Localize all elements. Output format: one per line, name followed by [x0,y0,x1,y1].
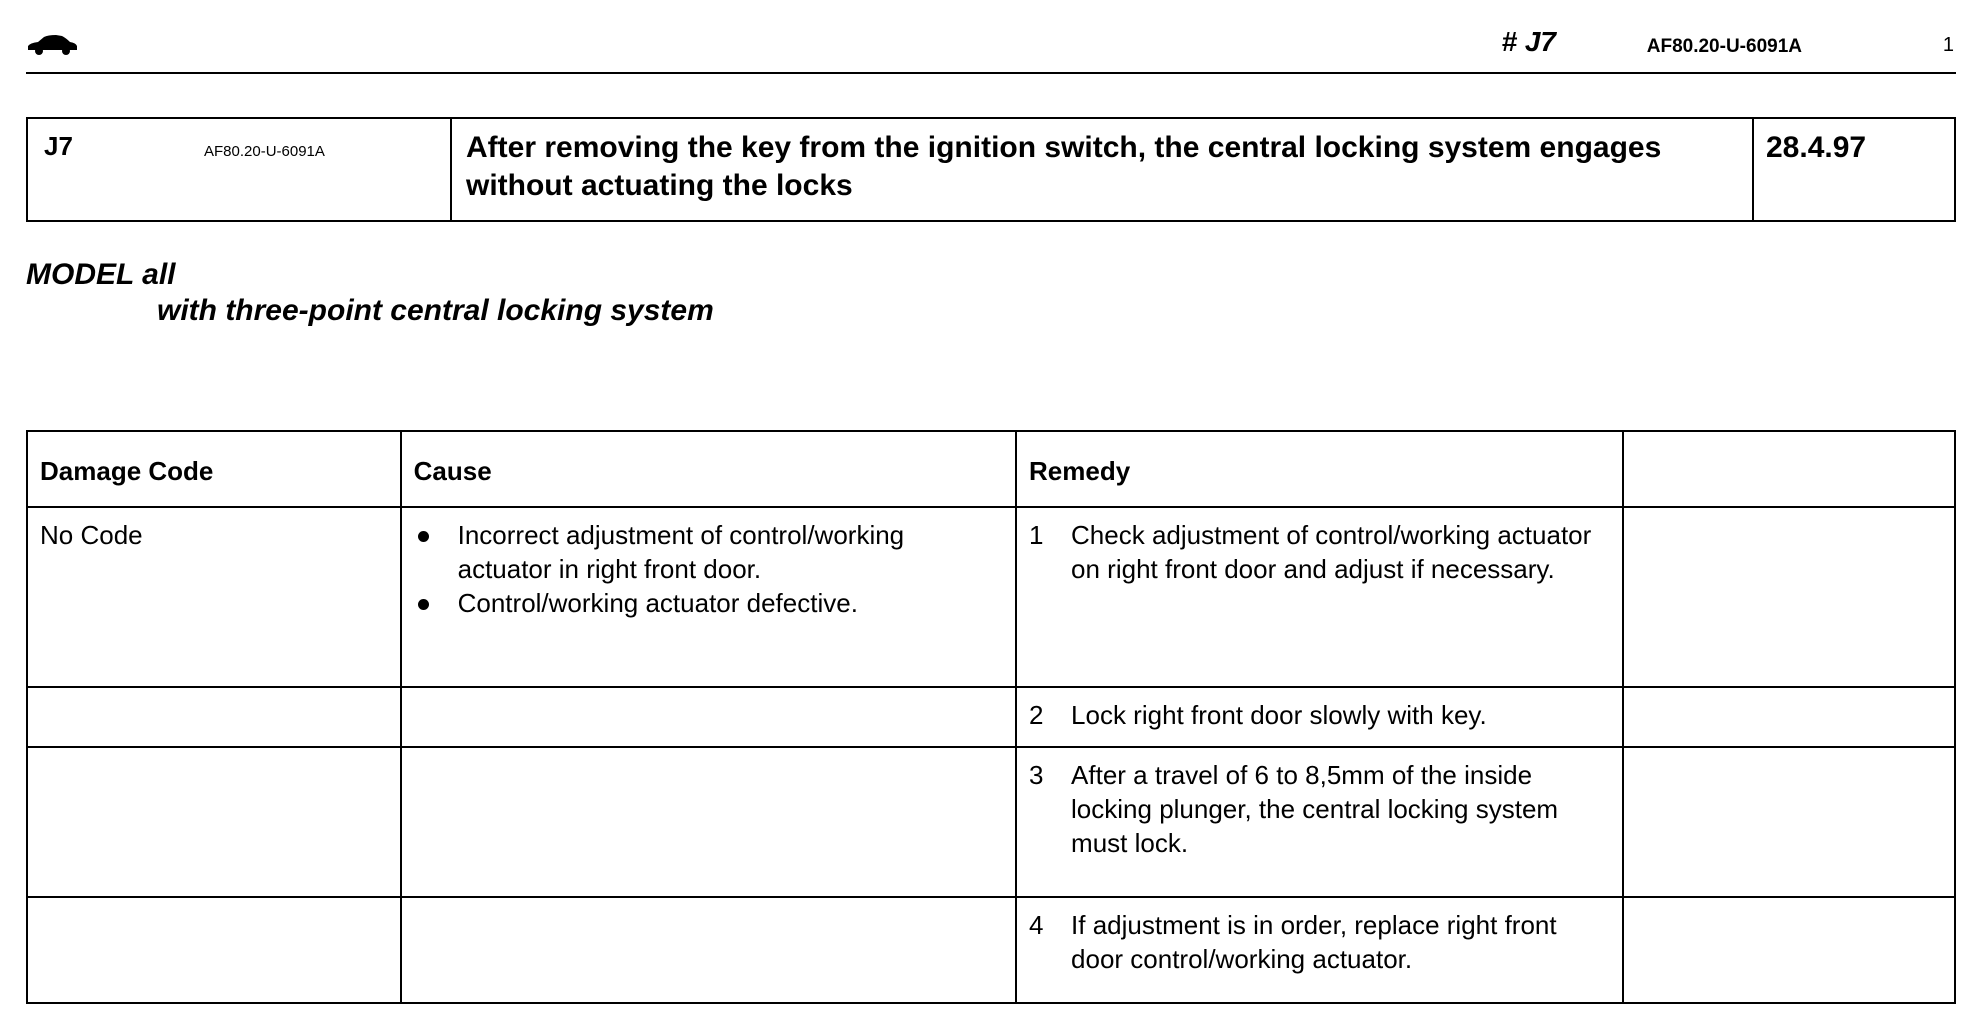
header-code: # J7 [1501,26,1556,57]
damage-code-cell [27,747,401,897]
header-damage-code: Damage Code [27,431,401,507]
step-text: Check adjustment of control/working actuator on right front door and adjust if necessary. [1071,520,1592,584]
cause-list [414,518,1003,620]
title-doc-number: AF80.20-U-6091A [204,143,325,160]
title-code: J7 [44,131,73,161]
remedy-cell [1016,747,1623,897]
title-code-cell [28,119,452,220]
cause-item: Incorrect adjustment of control/working actuator in right front door. [414,518,1003,586]
model-subtitle: with three-point central locking system [157,294,714,327]
remedy-cell [1016,897,1623,1003]
table-row [27,747,1955,897]
table-header-row [27,431,1955,507]
remedy-cell [1016,507,1623,687]
remedy-step [1029,518,1610,586]
cause-item: Control/working actuator defective. [414,586,1003,620]
cause-cell [401,507,1016,687]
cause-cell [401,897,1016,1003]
step-number: 2 [1029,700,1044,730]
step-number: 4 [1029,910,1044,940]
damage-code-cell [27,687,401,747]
document-date: 28.4.97 [1766,131,1867,164]
damage-code-cell: No Code [27,507,401,687]
header-remedy: Remedy [1016,431,1623,507]
remedy-step [1029,698,1610,732]
car-icon [26,34,78,56]
remedy-step [1029,758,1610,860]
damage-code-cell [27,897,401,1003]
blank-cell [1623,507,1955,687]
header-doc-number: AF80.20-U-6091A [1646,36,1802,57]
step-number: 1 [1029,520,1044,550]
blank-cell [1623,747,1955,897]
remedy-step [1029,908,1610,976]
document-title: After removing the key from the ignition switch, the central locking system engages without actuating the locks [452,119,1754,220]
title-box [26,117,1956,222]
header-blank [1623,431,1955,507]
step-text: After a travel of 6 to 8,5mm of the inside locking plunger, the central locking system must lock. [1071,760,1559,858]
model-value: all [142,258,176,291]
model-label: MODEL [26,258,134,291]
model-line [26,256,176,294]
header-cause: Cause [401,431,1016,507]
cause-cell [401,687,1016,747]
step-number: 3 [1029,760,1044,790]
blank-cell [1623,897,1955,1003]
diagnosis-table [26,430,1956,1004]
table-row [27,897,1955,1003]
table-row [27,507,1955,687]
page-number: 1 [1942,34,1954,56]
step-text: If adjustment is in order, replace right front door control/working actuator. [1071,910,1557,974]
remedy-cell [1016,687,1623,747]
cause-cell [401,747,1016,897]
blank-cell [1623,687,1955,747]
step-text: Lock right front door slowly with key. [1071,700,1487,730]
table-row [27,687,1955,747]
page-header [26,18,1956,74]
